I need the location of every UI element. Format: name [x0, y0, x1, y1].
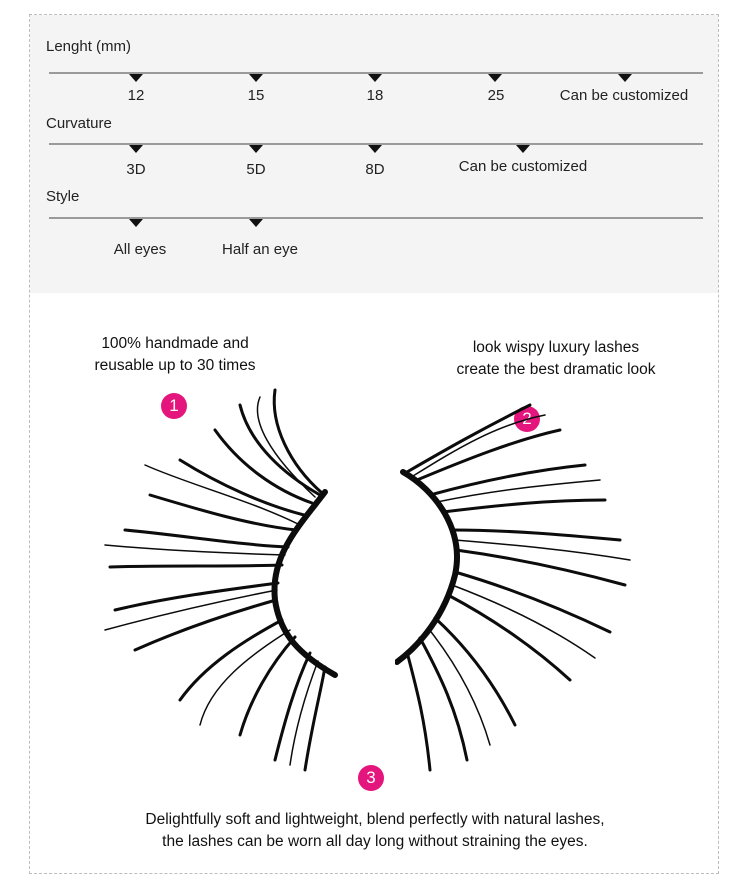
length-title: Lenght (mm) — [46, 38, 132, 55]
badge-1: 1 — [161, 393, 187, 419]
curvature-option: 3D — [126, 161, 146, 178]
curvature-option: 5D — [246, 161, 266, 178]
length-marker-icon — [249, 74, 263, 82]
curvature-marker-icon — [368, 145, 382, 153]
feature-2-line1: look wispy luxury lashes — [472, 339, 640, 356]
length-marker-icon — [368, 74, 382, 82]
style-title: Style — [46, 188, 80, 205]
length-marker-icon — [129, 74, 143, 82]
style-rule — [49, 217, 703, 219]
curvature-option: Can be customized — [458, 158, 588, 175]
feature-3-line1: Delightfully soft and lightweight, blend perfectly with natural lashes, — [145, 811, 605, 828]
style-option: All eyes — [113, 241, 167, 258]
length-marker-icon — [488, 74, 502, 82]
length-marker-icon — [618, 74, 632, 82]
feature-3-line2: the lashes can be worn all day long without straining the eyes. — [162, 833, 588, 850]
length-option: Can be customized — [559, 87, 689, 104]
length-option: 15 — [247, 87, 265, 104]
right-eyelash-image — [395, 400, 635, 775]
left-eyelash-image — [100, 385, 350, 775]
curvature-option: 8D — [365, 161, 385, 178]
curvature-marker-icon — [249, 145, 263, 153]
style-marker-icon — [249, 219, 263, 227]
feature-1-caption — [70, 333, 280, 377]
style-option: Half an eye — [222, 241, 298, 258]
length-option: 18 — [366, 87, 384, 104]
badge-3: 3 — [358, 765, 384, 791]
curvature-marker-icon — [129, 145, 143, 153]
curvature-title: Curvature — [46, 115, 112, 132]
feature-2-caption — [420, 337, 692, 381]
length-option: 25 — [487, 87, 505, 104]
feature-2-line2: create the best dramatic look — [456, 361, 656, 378]
feature-1-line1: 100% handmade and — [101, 335, 249, 352]
badge-2: 2 — [514, 406, 540, 432]
style-marker-icon — [129, 219, 143, 227]
length-option: 12 — [127, 87, 145, 104]
feature-3-caption — [60, 809, 690, 853]
curvature-marker-icon — [516, 145, 530, 153]
feature-1-line2: reusable up to 30 times — [94, 357, 256, 374]
